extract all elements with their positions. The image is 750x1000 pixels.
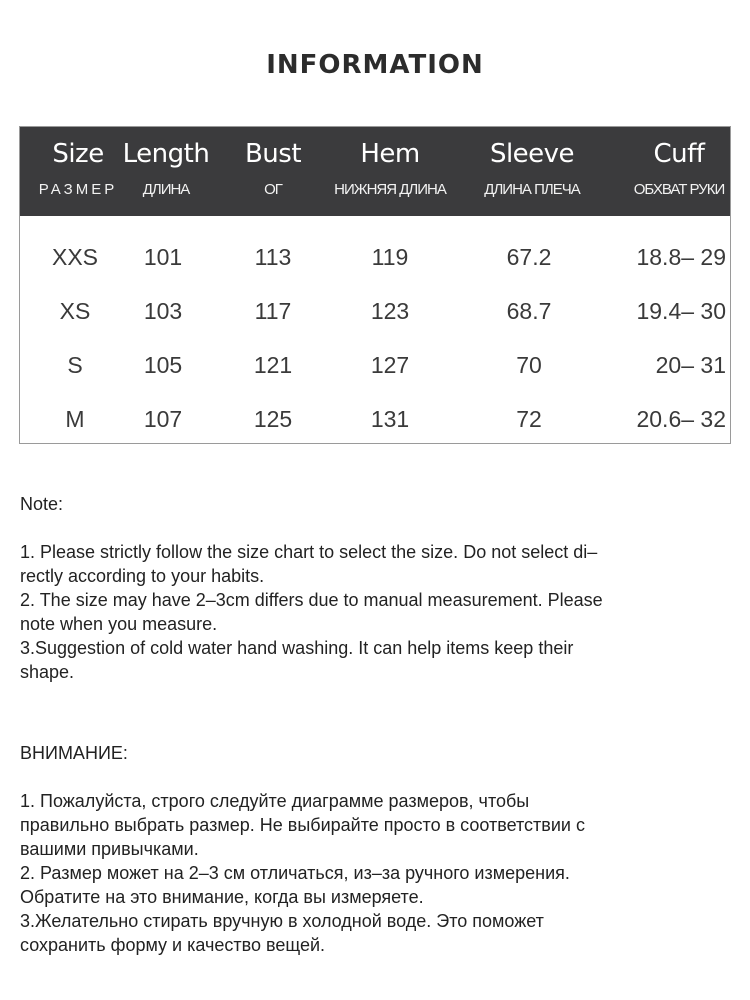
note-line: 3.Желательно стирать вручную в холодной воде. Это поможет [20, 911, 544, 931]
cell-cuff: 20.6– 32 [636, 406, 726, 432]
cell-cuff: 18.8– 29 [636, 244, 726, 270]
header-bust-ru: ОГ [264, 181, 282, 198]
note-line: 2. The size may have 2–3cm differs due to manual measurement. Please [20, 590, 603, 610]
header-cuff-ru: ОБХВАТ РУКИ [633, 181, 725, 198]
cell-size: XS [59, 298, 91, 324]
cell-cuff: 19.4– 30 [636, 298, 726, 324]
header-length [116, 127, 216, 216]
note-line: правильно выбрать размер. Не выбирайте просто в соответствии с [20, 815, 585, 835]
cell-length: 107 [143, 406, 183, 432]
note-line: rectly according to your habits. [20, 566, 265, 586]
note-line: вашими привычками. [20, 839, 199, 859]
header-sleeve-ru: ДЛИНА ПЛЕЧА [484, 181, 580, 198]
cell-sleeve: 70 [516, 352, 542, 378]
table-row [20, 298, 730, 328]
spacer [20, 516, 720, 540]
table-header [20, 127, 730, 216]
header-hem-ru: НИЖНЯЯ ДЛИНА [334, 181, 446, 198]
cell-length: 105 [143, 352, 183, 378]
cell-bust: 117 [254, 298, 292, 324]
cell-bust: 121 [253, 352, 293, 378]
cell-size: M [65, 406, 85, 432]
cell-bust: 113 [254, 244, 292, 270]
note-line: 3.Suggestion of cold water hand washing. It can help items keep their [20, 638, 574, 658]
note-line: note when you measure. [20, 614, 218, 634]
cell-length: 103 [143, 298, 183, 324]
note-russian [20, 741, 720, 957]
header-size-ru: РАЗМЕР [38, 181, 118, 198]
note-heading: ВНИМАНИЕ: [20, 743, 128, 763]
cell-size: S [67, 352, 83, 378]
note-line: сохранить форму и качество вещей. [20, 935, 326, 955]
cell-hem: 131 [370, 406, 410, 432]
note-english [20, 492, 720, 684]
note-heading: Note: [20, 494, 64, 514]
note-line: 2. Размер может на 2–3 см отличаться, из–за ручного измерения. [20, 863, 570, 883]
header-length-ru: ДЛИНА [142, 181, 190, 198]
cell-hem: 119 [371, 244, 409, 270]
header-bust [223, 127, 323, 216]
header-bust-en: Bust [244, 139, 302, 169]
size-table [19, 126, 731, 444]
cell-cuff: 20– 31 [655, 352, 726, 378]
table-row [20, 406, 730, 436]
header-length-en: Length [122, 139, 210, 169]
header-size [28, 127, 128, 216]
header-sleeve-en: Sleeve [489, 139, 575, 169]
note-line: Обратите на это внимание, когда вы измеряете. [20, 887, 424, 907]
cell-length: 101 [143, 244, 183, 270]
cell-sleeve: 67.2 [506, 244, 552, 270]
table-row [20, 352, 730, 382]
cell-hem: 123 [370, 298, 410, 324]
note-line: 1. Пожалуйста, строго следуйте диаграмме размеров, чтобы [20, 791, 530, 811]
note-line: 1. Please strictly follow the size chart to select the size. Do not select di– [20, 542, 598, 562]
header-size-en: Size [52, 139, 104, 169]
cell-size: XXS [51, 244, 99, 270]
table-row [20, 244, 730, 274]
header-sleeve [462, 127, 602, 216]
page-title: INFORMATION [266, 50, 484, 80]
header-cuff [614, 127, 744, 216]
cell-hem: 127 [370, 352, 410, 378]
cell-sleeve: 68.7 [506, 298, 552, 324]
header-cuff-en: Cuff [653, 139, 705, 169]
note-line: shape. [20, 662, 75, 682]
header-hem [320, 127, 460, 216]
spacer [20, 765, 720, 789]
cell-bust: 125 [253, 406, 293, 432]
cell-sleeve: 72 [516, 406, 542, 432]
header-hem-en: Hem [360, 139, 420, 169]
